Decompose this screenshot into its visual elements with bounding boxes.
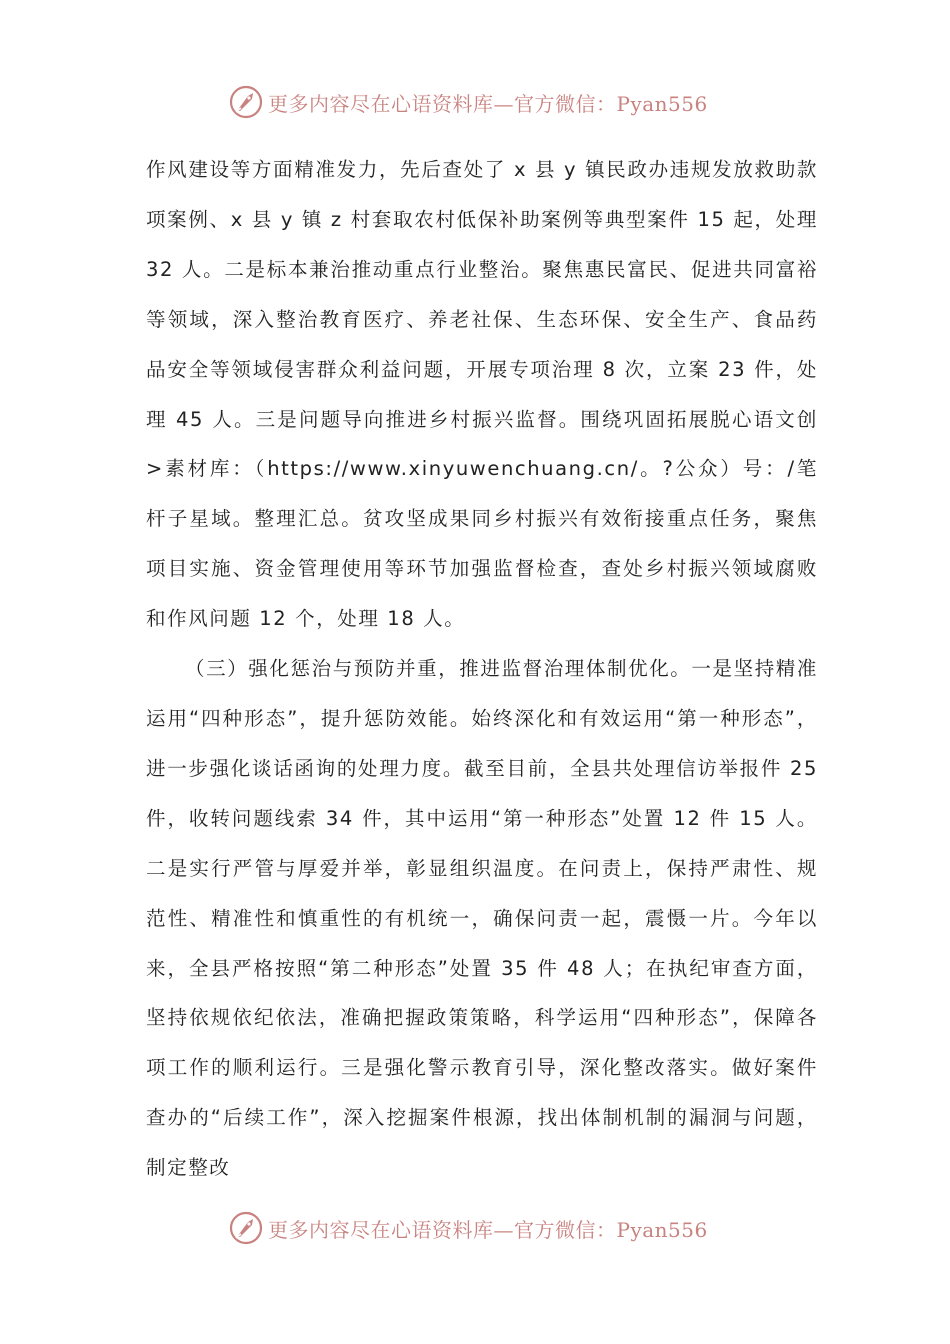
header-banner-text: 更多内容尽在心语资料库—官方微信：Pyan556 xyxy=(268,91,708,116)
pen-nib-icon xyxy=(228,1210,264,1246)
footer-banner xyxy=(228,1208,728,1248)
paragraph-section-3: （三）强化惩治与预防并重，推进监督治理体制优化。一是坚持精准运用“四种形态”，提升惩防效能。始终深化和有效运用“第一种形态”，进一步强化谈话函询的处理力度。截至目前，全县共处理信访举报件 25 件，收转问题线索 34 件，其中运用“第一种形态”处置 12 件 15 人。二是实行严管与厚爱并举，彰显组织温度。在问责上，保持严肃性、规范性、精准性和慎重性的有机统一，确保问责一起，震慑一片。今年以来，全县严格按照“第二种形态”处置 35 件 48 人；在执纪审查方面，坚持依规依纪依法，准确把握政策策略，科学运用“四种形态”，保障各项工作的顺利运行。三是强化警示教育引导，深化整改落实。做好案件查办的“后续工作”，深入挖掘案件根源，找出体制机制的漏洞与问题，制定整改 xyxy=(146,657,819,1180)
body-text xyxy=(146,145,818,1193)
paragraph-continued: 作风建设等方面精准发力，先后查处了 x 县 y 镇民政办违规发放救助款项案例、x 县 y 镇 z 村套取农村低保补助案例等典型案件 15 起，处理 32 人。二是标本兼治推动重点行业整治。聚焦惠民富民、促进共同富裕等领域，深入整治教育医疗、养老社保、生态环保、安全生产、食品药品安全等领域侵害群众利益问题，开展专项治理 8 次，立案 23 件，处理 45 人。三是问题导向推进乡村振兴监督。围绕巩固拓展脱心语文创>素材库：（https://www.xinyuwenchuang.cn/。?公众）号：/笔杆子星域。整理汇总。贫攻坚成果同乡村振兴有效衔接重点任务，聚焦项目实施、资金管理使用等环节加强监督检查，查处乡村振兴领域腐败和作风问题 12 个，处理 18 人。 xyxy=(146,158,818,631)
pen-nib-icon xyxy=(228,84,264,120)
header-banner xyxy=(228,82,728,122)
footer-banner-text: 更多内容尽在心语资料库—官方微信：Pyan556 xyxy=(268,1217,708,1242)
